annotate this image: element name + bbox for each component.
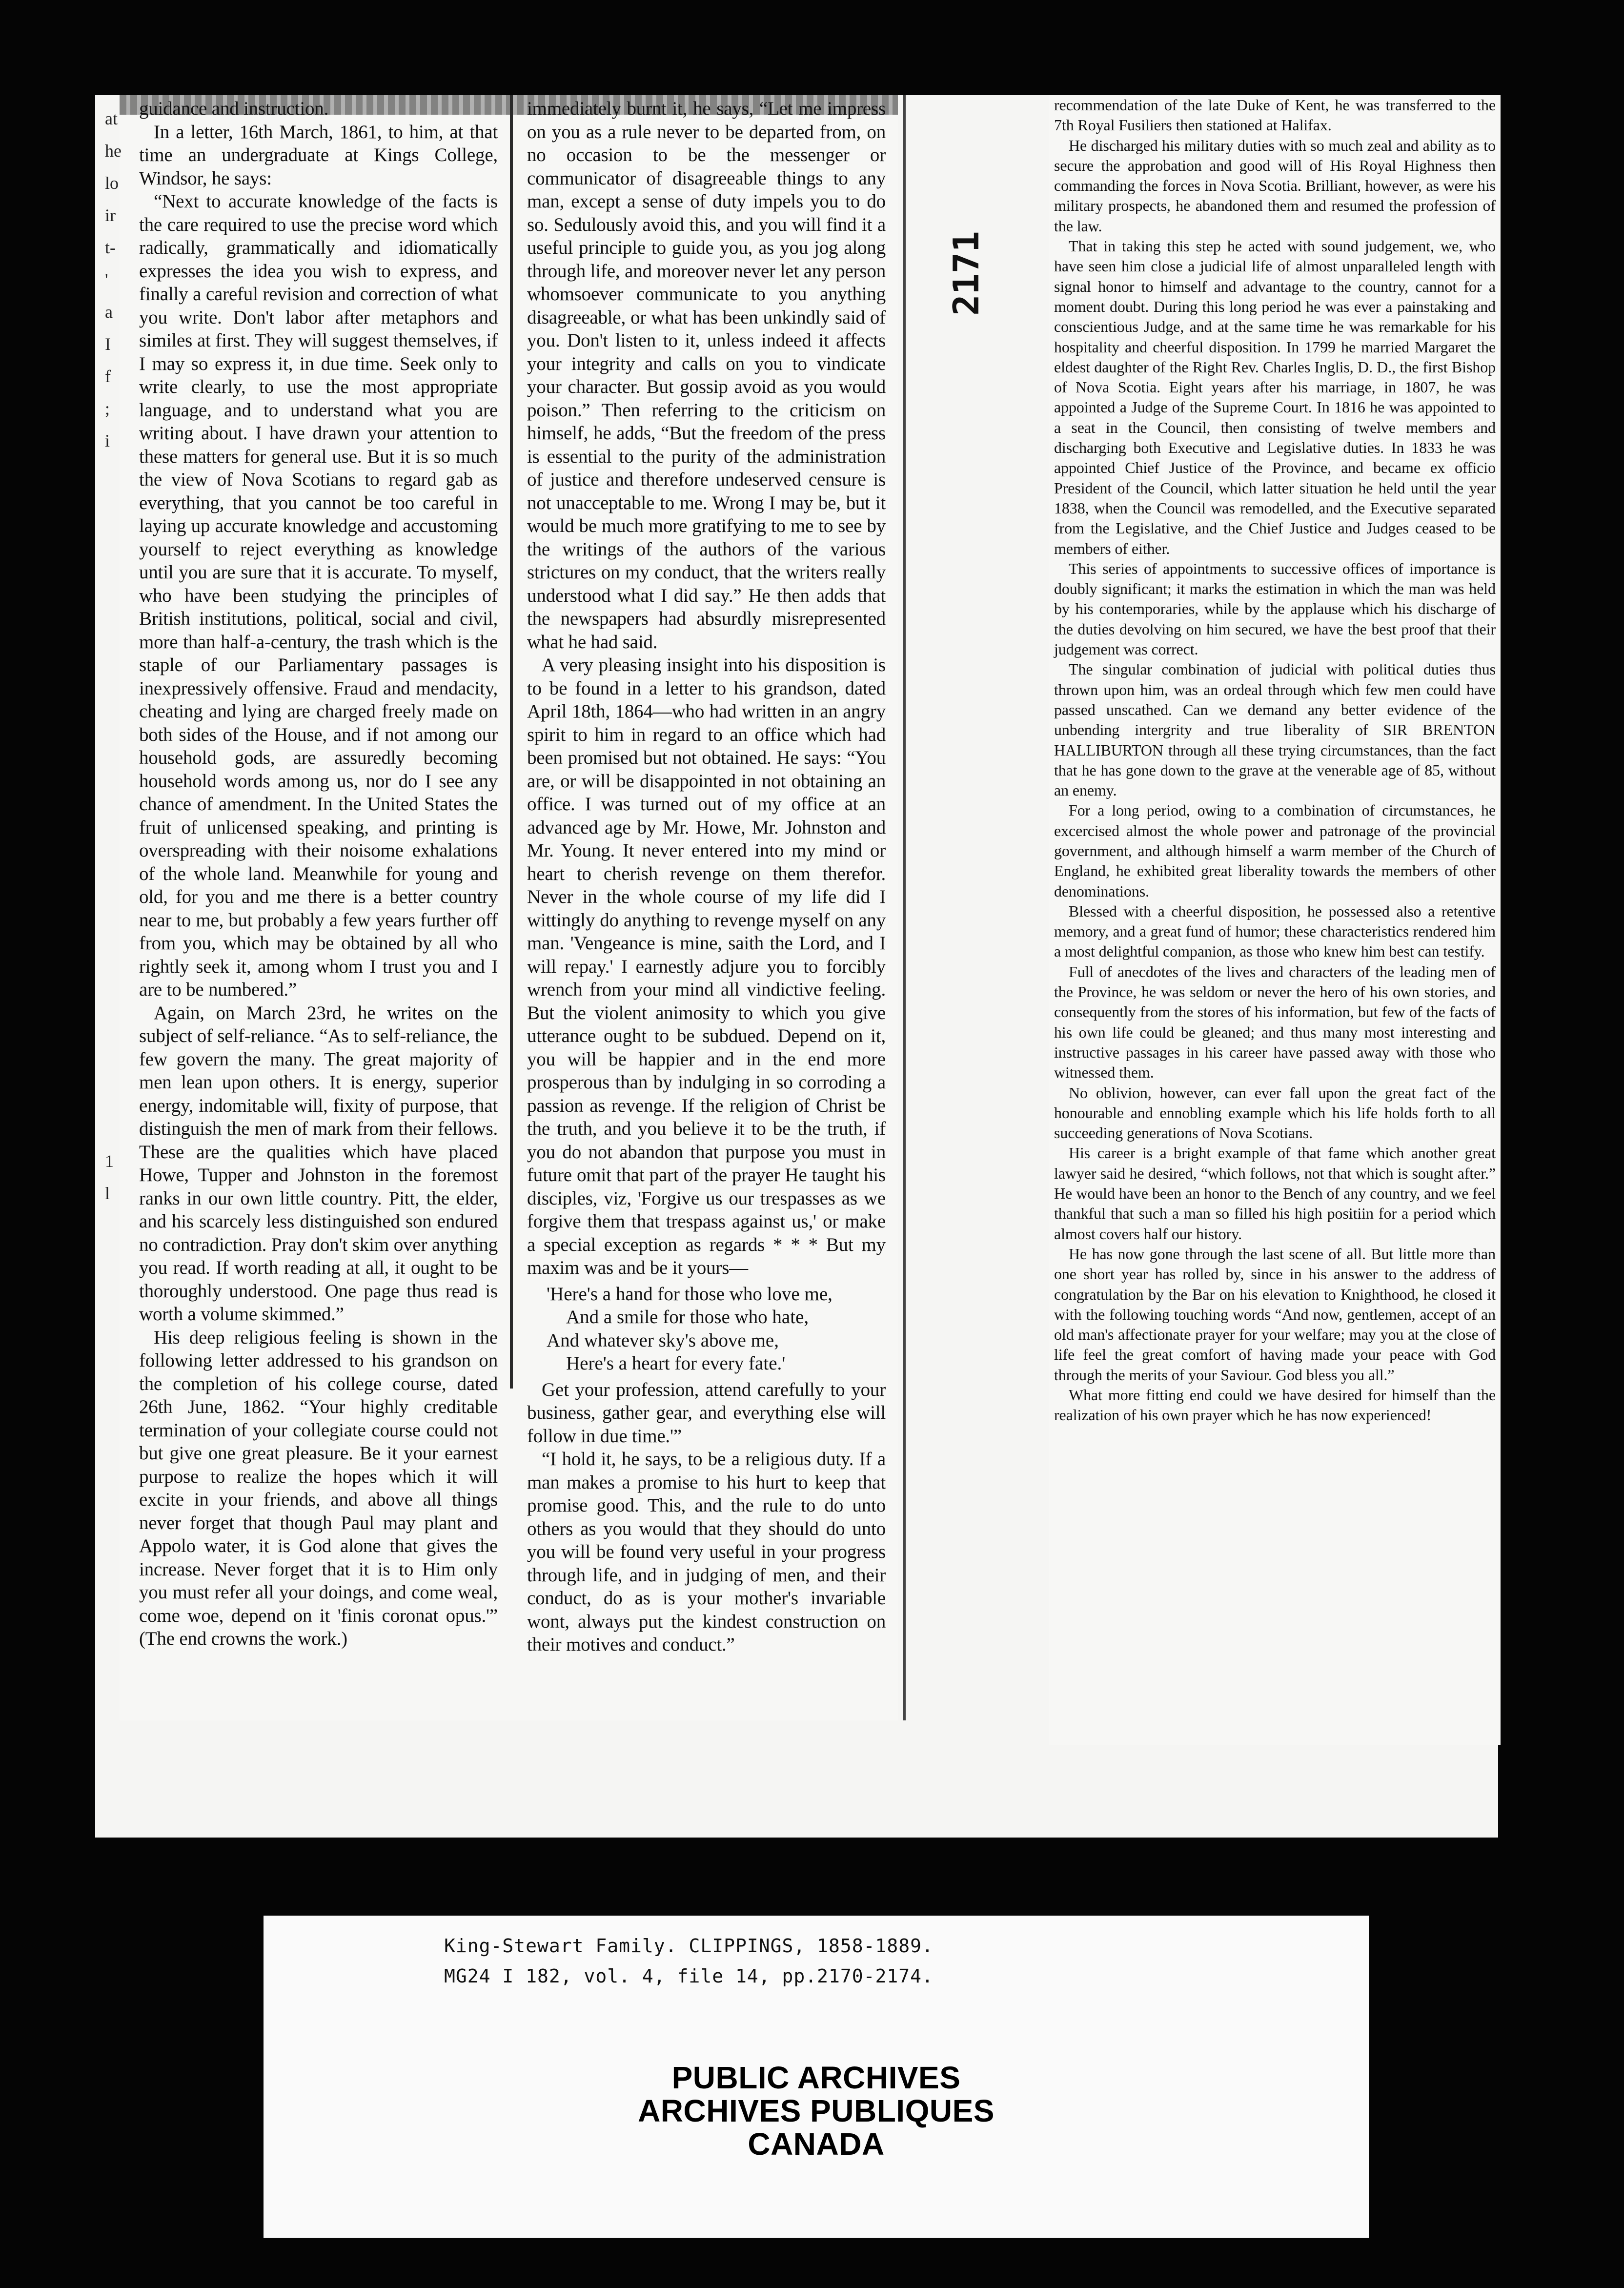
left-para-4: His deep religious feeling is shown in the following letter addressed to his grandson on the completion of his college course, dated 26th June, 1862. “Your highly creditable termination of your collegiate course could not but give one great pleasure. Be it your earnest purpose to realize the hopes which it will excite in your friends, and above all things never forget that though Paul may plant and Appolo water, it is God alone that gives the increase. Never forget that it is to Him only you must refer all your doings, and come weal, come woe, depend on it 'finis coronat opus.'” (The end crowns the work.) [139,1327,498,1649]
right-para-6: Blessed with a cheerful disposition, he possessed also a retentive memory, and a great fund of humor; these characteristics rendered him a most delightful companion, as those who knew him best can testify. [1054,902,1496,960]
stamp-line-1: PUBLIC ARCHIVES [671,2060,961,2095]
column-rule [510,95,513,1389]
margin-fragment: at [105,109,118,128]
left-para-2: “Next to accurate knowledge of the facts is the care required to use the precise word which radically, grammatically and idiomatically expresses the idea you wish to express, and finally a careful revision and correction of what you write. Don't labor after metaphors and similes at first. They will suggest themselves, if I may so express it, in due time. Seek only to write clearly, to use the most appropriate language, and to understand what you are writing about. I have drawn your attention to these matters for general use. But it is so much the view of Nova Scotians to regard gab as everything, that you cannot be too careful in laying up accurate knowledge and accustoming yourself to reject everything as knowledge until you are sure that it is accurate. To myself, who have been studying the principles of British institutions, political, social and civil, more than half-a-century, the trash which is the staple of our Parliamentary passages is inexpressively offensive. Fraud and mendacity, cheating and lying are charged freely made on both sides of the House, and if not among our household gods, are assuredly becoming household words among us, nor do I see any chance of amendment. In the United States the fruit of unlicensed speaking, and printing is overspreading with their noisome exhalations of the whole land. Meanwhile for young and old, for you and me there is a better country near to me, but probably a few years further off from you, which may be obtained by all who rightly seek it, among whom I trust you and I are to be numbered.” [139,191,498,1000]
stamp-line-3: CANADA [748,2126,885,2162]
middle-column [527,95,886,1720]
margin-fragment: I [105,334,111,354]
right-para-1: He discharged his military duties with so much zeal and ability as to secure the approbation and good will of His Royal Highness then commanding the forces in Nova Scotia. Brilliant, however, as were his military prospects, he abandoned them and resumed the profession of the law. [1054,136,1496,235]
middle-para-2: Get your profession, attend carefully to your business, gather gear, and everything else will follow in due time.'” [527,1379,886,1447]
right-para-2: That in taking this step he acted with sound judgement, we, who have seen him close a judicial life of almost unparalleled length with signal honor to himself and advantage to the country, cannot for a moment doubt. During this long period he was ever a painstaking and conscientious Judge, and at the same time he was remarkable for his hospitality and cheerful disposition. In 1799 he married Margaret the eldest daughter of the Right Rev. Charles Inglis, D. D., the first Bishop of Nova Scotia. Eight years after his marriage, in 1807, he was appointed a Judge of the Supreme Court. In 1816 he was appointed to a seat in the Council, then consisting of twelve members and discharging both Executive and Legislative duties. In 1833 he was appointed Chief Justice of the Province, and became ex officio President of the Council, which latter situation he held until the year 1838, when the Council was remodelled, and the Executive separated from the Legislative, and the Chief Justice and Judges ceased to be members of either. [1054,237,1496,557]
margin-fragment: i [105,431,110,450]
left-para-0: guidance and instruction. [139,98,329,119]
margin-fragment: he [105,141,122,161]
right-para-4: The singular combination of judicial with political duties thus thrown upon him, was an ordeal through which few men could have passed unscathed. Can we demand any better evidence of the unbending intergrity and true liberality of SIR BRENTON HALLIBURTON through all these trying circumstances, than the fact that he has gone down to the grave at the venerable age of 85, without an enemy. [1054,660,1496,799]
stamp-line-2: ARCHIVES PUBLIQUES [638,2093,995,2128]
clipping-edge [903,95,906,1720]
left-para-3: Again, on March 23rd, he writes on the subject of self-reliance. “As to self-reliance, the few govern the many. The great majority of men lean upon others. It is energy, superior energy, indomitable will, fixity of purpose, that distinguish the men of mark from their fellows. These are the qualities which have placed Howe, Tupper and Johnston in the foremost ranks in our own little country. Pitt, the elder, and his scarcely less distinguished son endured no contradiction. Pray don't skim over anything you read. If worth reading at all, it ought to be thoroughly understood. One page thus read is worth a volume skimmed.” [139,1002,498,1325]
left-para-1: In a letter, 16th March, 1861, to him, at that time an undergraduate at Kings College, Windsor, he says: [139,121,498,189]
right-para-3: This series of appointments to successive offices of importance is doubly significant; it marks the estimation in which the man was held by his contemporaries, while by the applause which his discharge of the duties devolving on him secured, we have the best proof that their judgement was correct. [1054,559,1496,658]
margin-fragment: ; [105,399,110,418]
middle-para-3: “I hold it, he says, to be a religious duty. If a man makes a promise to his hurt to keep that promise good. This, and the rule to do unto others as you would that they should do unto you will be found very useful in your progress through life, and in judging of men, and their conduct, do as is your mother's invariable wont, always put the kindest construction on their motives and conduct.” [527,1449,886,1655]
page-number: 2171 [946,231,987,316]
right-para-11: What more fitting end could we have desired for himself than the realization of his own prayer which he has now experienced! [1054,1386,1496,1424]
middle-para-0: immediately burnt it, he says, “Let me impress on you as a rule never to be departed from, on no occasion to be the messenger or communicator of disagreeable things to any man, except a sense of duty impels you to do so. Sedulously avoid this, and you will find it a useful principle to guide you, as you jog along through life, and moreover never let any person whomsoever communicate to you anything disagreeable, or what has been unkindly said of you. Don't listen to it, unless indeed it affects your integrity and calls on you to vindicate your character. But gossip avoid as you would poison.” Then referring to the criticism on himself, he adds, “But the freedom of the press is essential to the purity of the administration of justice and therefore undeserved censure is not unacceptable to me. Wrong I may be, but it would be much more gratifying to me to see by the writings of the authors of the various strictures on my conduct, that the writers really understood what I did say.” He then adds that the newspapers had absurdly misrepresented what he had said. [527,98,886,653]
margin-fragment: lo [105,173,119,193]
margin-fragment: t- [105,238,116,257]
newspaper-clipping-right [1049,95,1501,1745]
verse-line: And a smile for those who hate, [566,1307,809,1328]
verse-block [527,1283,886,1375]
right-para-5: For a long period, owing to a combination of circumstances, he excercised almost the whole power and patronage of the provincial government, and although himself a warm member of the Church of England, he exhibited great liberality towards the members of other denominations. [1054,801,1496,900]
right-para-10: He has now gone through the last scene of all. But little more than one short year has rolled by, since in his answer to the address of congratulation by the Bar on his elevation to Knighthood, he closed it with the following touching words “And now, gentlemen, accept of an old man's affectionate prayer for your welfare; may you at the close of life feel the great comfort of having made your peace with God through the merits of your Saviour. God bless you all.” [1054,1245,1496,1384]
right-para-0: recommendation of the late Duke of Kent, he was transferred to the 7th Royal Fusiliers then stationed at Halifax. [1054,96,1496,134]
middle-para-1: A very pleasing insight into his disposition is to be found in a letter to his grandson, dated April 18th, 1864—who had written in an angry spirit to him in regard to an office which had been promised but not obtained. He says: “You are, or will be disappointed in not obtaining an office. I was turned out of my office at an advanced age by Mr. Howe, Mr. Johnston and Mr. Young. It never entered into my mind or heart to cherish revenge on them therefor. Never in the whole course of my life did I wittingly do anything to revenge myself on any man. 'Vengeance is mine, saith the Lord, and I will repay.' I earnestly adjure you to forcibly wrench from your mind all vindictive feeling. But the violent animosity to which you give utterance ought to be subdued. Depend on it, you will be happier and in the end more prosperous than by indulging in so corroding a passion as revenge. If the religion of Christ be the truth, and you believe it to be the truth, if you do not abandon that purpose you must in future omit that part of the prayer He taught his disciples, viz, 'Forgive us our trespasses as we forgive them that trespass against us,' or make a special exception as regards * * * But my maxim was and be it yours— [527,654,886,1278]
margin-fragment: ' [105,270,108,289]
left-column [139,95,498,1720]
verse-line: Here's a heart for every fate.' [566,1353,786,1374]
newspaper-clipping-left [120,95,898,1720]
right-para-8: No oblivion, however, can ever fall upon the great fact of the honourable and ennobling example which his life holds forth to all succeeding generations of Nova Scotians. [1054,1083,1496,1142]
catalog-line-1: King-Stewart Family. CLIPPINGS, 1858-1889. [444,1935,934,1957]
catalog-line-2: MG24 I 182, vol. 4, file 14, pp.2170-2174. [444,1965,934,1987]
margin-fragment: ir [105,205,116,225]
margin-fragment: f [105,367,111,386]
margin-fragment: a [105,302,113,322]
margin-fragment: 1 [105,1151,114,1171]
verse-line: And whatever sky's above me, [547,1329,779,1351]
archive-label-card [264,1916,1369,2238]
verse-line: 'Here's a hand for those who love me, [547,1283,832,1305]
right-para-9: His career is a bright example of that fame which another great lawyer said he desired, “which follows, not that which is sought after.” He would have been an honor to the Bench of any country, and we feel thankful that such a man so filled his high positiin for a period which almost covers half our history. [1054,1144,1496,1243]
right-para-7: Full of anecdotes of the lives and characters of the leading men of the Province, he was seldom or never the hero of his own stories, and consequently from the stores of his information, but few of the facts of his own life could be gleaned; and thus many most interesting and instructive passages in his career have passed away with those who witnessed them. [1054,962,1496,1082]
margin-fragments [105,102,124,1209]
margin-fragment: l [105,1184,110,1203]
